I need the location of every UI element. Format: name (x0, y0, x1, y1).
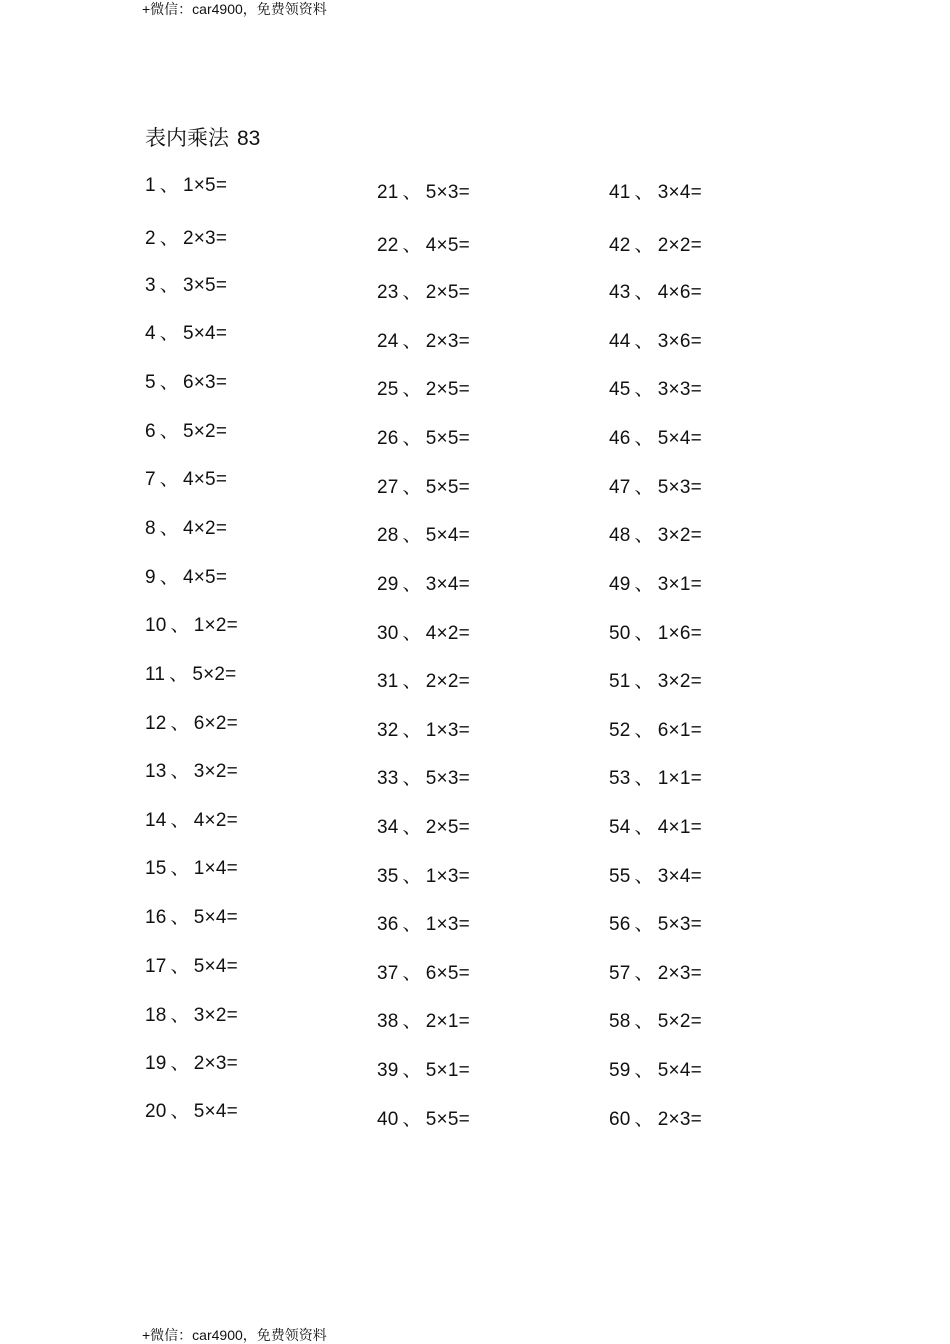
problem-expression: 3×3= (657, 379, 702, 400)
problem-expression: 2×1= (425, 1011, 470, 1032)
problem-separator: 、 (634, 1011, 654, 1032)
problem-expression: 2×2= (657, 235, 702, 256)
problem-item (145, 322, 227, 346)
problem-number: 37 (377, 963, 399, 984)
problem-item (377, 1059, 470, 1083)
problem-number: 28 (377, 525, 399, 546)
problem-separator: 、 (634, 282, 654, 303)
problem-expression: 5×5= (425, 477, 470, 498)
problem-separator: 、 (170, 956, 190, 977)
problem-expression: 2×5= (425, 282, 470, 303)
problem-number: 58 (609, 1011, 631, 1032)
problem-expression: 6×5= (425, 963, 470, 984)
problem-number: 40 (377, 1109, 399, 1130)
problem-expression: 1×4= (193, 858, 238, 879)
problem-item (377, 670, 470, 694)
problem-item (377, 719, 470, 743)
problem-item (145, 1100, 238, 1124)
problem-item (609, 524, 702, 548)
problem-item (145, 614, 238, 638)
problem-item (377, 913, 470, 937)
problem-number: 15 (145, 858, 167, 879)
problem-expression: 4×2= (193, 810, 238, 831)
problem-separator: 、 (402, 768, 422, 789)
problem-expression: 3×2= (193, 1005, 238, 1026)
problem-number: 17 (145, 956, 167, 977)
problem-item (609, 816, 702, 840)
problem-expression: 5×3= (657, 477, 702, 498)
problem-number: 29 (377, 574, 399, 595)
problem-separator: 、 (634, 768, 654, 789)
problem-item (145, 955, 238, 979)
problem-number: 41 (609, 182, 631, 203)
problem-number: 36 (377, 914, 399, 935)
problem-expression: 4×5= (182, 469, 228, 490)
problem-expression: 2×3= (193, 1053, 238, 1074)
problem-separator: 、 (170, 1005, 190, 1026)
problem-item (377, 234, 470, 258)
problem-number: 30 (377, 623, 399, 644)
problem-number: 1 (145, 175, 156, 196)
problem-number: 46 (609, 428, 631, 449)
problem-expression: 4×5= (182, 567, 228, 588)
problem-number: 32 (377, 720, 399, 741)
problem-item (145, 274, 227, 298)
problem-separator: 、 (170, 1053, 190, 1074)
problem-number: 19 (145, 1053, 167, 1074)
problem-item (145, 566, 227, 590)
problem-separator: 、 (402, 671, 422, 692)
problem-number: 6 (145, 421, 156, 442)
problem-expression: 3×4= (657, 866, 702, 887)
problem-item (145, 857, 238, 881)
problem-item (609, 476, 702, 500)
problem-number: 44 (609, 331, 631, 352)
problem-item (145, 1052, 238, 1076)
problem-separator: 、 (170, 810, 190, 831)
problem-item (377, 573, 470, 597)
problem-expression: 3×4= (657, 182, 702, 203)
problem-item (609, 913, 702, 937)
problem-item (377, 1010, 470, 1034)
problem-separator: 、 (402, 574, 422, 595)
problem-item (609, 962, 702, 986)
problem-number: 31 (377, 671, 399, 692)
problem-item (377, 767, 470, 791)
problem-separator: 、 (634, 914, 654, 935)
problem-number: 24 (377, 331, 399, 352)
problem-separator: 、 (634, 574, 654, 595)
problem-expression: 1×1= (657, 768, 702, 789)
problem-expression: 4×2= (425, 623, 470, 644)
problem-item (145, 371, 227, 395)
problem-separator: 、 (159, 323, 179, 344)
problem-separator: 、 (634, 1109, 654, 1130)
problem-expression: 1×6= (657, 623, 702, 644)
problem-expression: 2×3= (657, 963, 702, 984)
problem-item (377, 524, 470, 548)
problem-number: 13 (145, 761, 167, 782)
problem-expression: 2×3= (657, 1109, 702, 1130)
problem-number: 59 (609, 1060, 631, 1081)
problem-number: 60 (609, 1109, 631, 1130)
problem-separator: 、 (402, 477, 422, 498)
problem-item (609, 330, 702, 354)
problem-expression: 5×4= (657, 428, 702, 449)
problem-separator: 、 (402, 235, 422, 256)
problem-item (609, 1108, 702, 1132)
problem-separator: 、 (402, 1060, 422, 1081)
problem-expression: 5×3= (425, 768, 470, 789)
problem-item (145, 517, 227, 541)
problem-number: 43 (609, 282, 631, 303)
problem-item (377, 378, 470, 402)
problem-expression: 1×2= (193, 615, 238, 636)
title-label: 表内乘法 (145, 126, 229, 150)
problem-item (609, 767, 702, 791)
problem-separator: 、 (634, 331, 654, 352)
problem-number: 50 (609, 623, 631, 644)
problem-separator: 、 (159, 175, 179, 196)
problem-expression: 3×2= (193, 761, 238, 782)
problem-number: 14 (145, 810, 167, 831)
watermark-top: +微信：car4900，免费领资料 (142, 1, 327, 17)
problem-expression: 5×4= (425, 525, 470, 546)
problem-expression: 3×1= (657, 574, 702, 595)
problem-separator: 、 (169, 664, 189, 685)
problem-expression: 2×2= (425, 671, 470, 692)
problem-expression: 3×2= (657, 671, 702, 692)
problem-separator: 、 (402, 1109, 422, 1130)
problem-expression: 5×2= (192, 664, 237, 685)
problem-expression: 5×3= (425, 182, 470, 203)
problem-expression: 3×2= (657, 525, 702, 546)
problem-separator: 、 (402, 1011, 422, 1032)
problem-expression: 4×2= (182, 518, 228, 539)
problem-item (377, 181, 470, 205)
problem-separator: 、 (170, 615, 190, 636)
problem-separator: 、 (634, 477, 654, 498)
problem-number: 4 (145, 323, 156, 344)
problem-number: 34 (377, 817, 399, 838)
problem-number: 9 (145, 567, 156, 588)
problem-item (145, 468, 227, 492)
watermark-bottom: +微信：car4900，免费领资料 (142, 1327, 327, 1343)
problem-separator: 、 (634, 963, 654, 984)
problem-expression: 6×2= (193, 713, 238, 734)
problem-separator: 、 (402, 623, 422, 644)
problem-item (609, 865, 702, 889)
problem-separator: 、 (634, 720, 654, 741)
problem-expression: 6×1= (657, 720, 702, 741)
problem-expression: 5×5= (425, 428, 470, 449)
problem-item (145, 1004, 238, 1028)
problem-number: 33 (377, 768, 399, 789)
problem-expression: 2×5= (425, 817, 470, 838)
problem-item (145, 227, 227, 251)
problem-separator: 、 (159, 469, 179, 490)
problem-number: 57 (609, 963, 631, 984)
problem-item (377, 1108, 470, 1132)
problem-separator: 、 (634, 671, 654, 692)
problem-separator: 、 (634, 379, 654, 400)
problem-number: 45 (609, 379, 631, 400)
problem-expression: 1×3= (425, 866, 470, 887)
problem-expression: 4×5= (425, 235, 470, 256)
problem-item (145, 663, 236, 687)
problem-separator: 、 (402, 379, 422, 400)
problem-expression: 5×4= (182, 323, 228, 344)
problem-expression: 1×3= (425, 720, 470, 741)
problem-item (609, 281, 702, 305)
problem-number: 2 (145, 228, 156, 249)
problem-separator: 、 (170, 713, 190, 734)
problem-item (145, 809, 238, 833)
problem-expression: 5×4= (193, 907, 238, 928)
problem-expression: 5×2= (657, 1011, 702, 1032)
problem-number: 18 (145, 1005, 167, 1026)
problem-separator: 、 (402, 914, 422, 935)
problem-number: 51 (609, 671, 631, 692)
problem-separator: 、 (402, 817, 422, 838)
problem-number: 11 (145, 664, 166, 685)
problem-separator: 、 (159, 567, 179, 588)
problem-separator: 、 (402, 963, 422, 984)
problem-number: 39 (377, 1060, 399, 1081)
problem-separator: 、 (159, 228, 179, 249)
problem-number: 12 (145, 713, 167, 734)
problem-separator: 、 (402, 720, 422, 741)
problem-number: 56 (609, 914, 631, 935)
problem-number: 3 (145, 275, 156, 296)
problem-item (609, 1010, 702, 1034)
problem-expression: 2×3= (425, 331, 470, 352)
problem-item (377, 816, 470, 840)
problem-expression: 5×1= (425, 1060, 470, 1081)
problem-expression: 1×3= (425, 914, 470, 935)
problem-separator: 、 (159, 372, 179, 393)
problem-expression: 3×6= (657, 331, 702, 352)
problem-number: 55 (609, 866, 631, 887)
problem-number: 49 (609, 574, 631, 595)
problem-expression: 1×5= (182, 175, 228, 196)
problem-number: 7 (145, 469, 156, 490)
problem-item (377, 865, 470, 889)
problem-separator: 、 (170, 858, 190, 879)
problem-separator: 、 (402, 182, 422, 203)
problem-separator: 、 (402, 428, 422, 449)
problem-number: 8 (145, 518, 156, 539)
problem-item (145, 420, 227, 444)
problem-number: 21 (377, 182, 399, 203)
problem-number: 23 (377, 282, 399, 303)
problem-separator: 、 (170, 761, 190, 782)
problem-number: 16 (145, 907, 167, 928)
problem-separator: 、 (634, 182, 654, 203)
problem-item (609, 427, 702, 451)
problem-item (377, 281, 470, 305)
problem-item (609, 622, 702, 646)
problem-item (609, 670, 702, 694)
problem-item (609, 181, 702, 205)
problem-expression: 5×4= (193, 956, 238, 977)
problem-expression: 5×4= (193, 1101, 238, 1122)
problem-expression: 2×5= (425, 379, 470, 400)
problem-item (145, 712, 238, 736)
problem-separator: 、 (402, 282, 422, 303)
problem-expression: 4×1= (657, 817, 702, 838)
problem-expression: 3×5= (182, 275, 228, 296)
problem-item (377, 476, 470, 500)
problem-separator: 、 (634, 623, 654, 644)
problem-separator: 、 (159, 275, 179, 296)
problem-number: 53 (609, 768, 631, 789)
problem-number: 48 (609, 525, 631, 546)
problem-separator: 、 (634, 525, 654, 546)
problem-number: 20 (145, 1101, 167, 1122)
problem-number: 22 (377, 235, 399, 256)
problem-item (145, 174, 227, 198)
problem-expression: 2×3= (182, 228, 228, 249)
problem-separator: 、 (634, 235, 654, 256)
problem-expression: 5×4= (657, 1060, 702, 1081)
problem-number: 10 (145, 615, 167, 636)
problem-separator: 、 (402, 525, 422, 546)
problem-separator: 、 (634, 817, 654, 838)
problem-separator: 、 (634, 866, 654, 887)
problem-number: 25 (377, 379, 399, 400)
problem-item (145, 906, 238, 930)
problem-separator: 、 (159, 421, 179, 442)
problem-number: 26 (377, 428, 399, 449)
problem-item (609, 719, 702, 743)
problem-separator: 、 (402, 331, 422, 352)
problem-item (609, 378, 702, 402)
problem-number: 42 (609, 235, 631, 256)
problem-expression: 6×3= (182, 372, 228, 393)
problem-number: 47 (609, 477, 631, 498)
problem-expression: 5×2= (182, 421, 228, 442)
problem-number: 52 (609, 720, 631, 741)
problem-number: 54 (609, 817, 631, 838)
problem-item (609, 1059, 702, 1083)
problem-item (609, 234, 702, 258)
problem-separator: 、 (634, 428, 654, 449)
problem-number: 27 (377, 477, 399, 498)
problem-number: 35 (377, 866, 399, 887)
problem-separator: 、 (170, 1101, 190, 1122)
problem-expression: 3×4= (425, 574, 470, 595)
worksheet-title (145, 124, 260, 153)
problem-separator: 、 (159, 518, 179, 539)
problem-expression: 5×3= (657, 914, 702, 935)
problem-item (377, 622, 470, 646)
problem-expression: 5×5= (425, 1109, 470, 1130)
title-number: 83 (237, 127, 261, 150)
problem-item (377, 427, 470, 451)
problem-item (609, 573, 702, 597)
problem-expression: 4×6= (657, 282, 702, 303)
problem-number: 38 (377, 1011, 399, 1032)
problem-item (377, 330, 470, 354)
problem-item (377, 962, 470, 986)
problem-separator: 、 (634, 1060, 654, 1081)
problem-item (145, 760, 238, 784)
problem-number: 5 (145, 372, 156, 393)
problem-separator: 、 (170, 907, 190, 928)
problem-separator: 、 (402, 866, 422, 887)
